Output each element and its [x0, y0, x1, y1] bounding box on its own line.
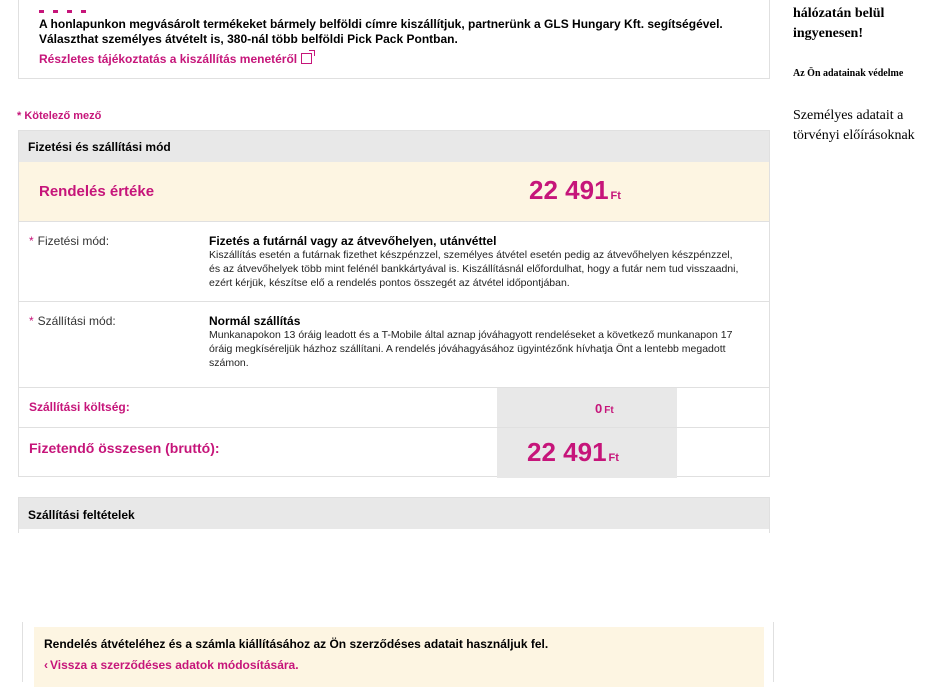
- payment-method-label: [29, 234, 109, 248]
- total-number: 22 491: [527, 437, 607, 467]
- order-value-label: Rendelés értéke: [39, 183, 155, 200]
- section-header: [19, 498, 769, 529]
- shipping-cost-label: Szállítási költség:: [29, 400, 130, 414]
- required-field-note: * Kötelező mező: [17, 110, 102, 122]
- section-title: Szállítási feltételek: [28, 508, 135, 522]
- dashed-accent: [39, 0, 99, 3]
- promo-text: [793, 4, 884, 44]
- privacy-title: Az Ön adatainak védelme: [793, 68, 904, 79]
- delivery-info-line-2: Választhat személyes átvételt is, 380-nál több belföldi Pick Pack Pontban.: [39, 32, 458, 46]
- external-link-icon[interactable]: [301, 53, 312, 64]
- currency-label: Ft: [604, 405, 614, 416]
- total-amount: [527, 437, 619, 468]
- order-value-number: 22 491: [529, 175, 609, 205]
- shipping-method-label: [29, 314, 116, 328]
- currency-label: Ft: [608, 452, 619, 464]
- payment-method-row: [19, 221, 769, 302]
- chevron-left-icon[interactable]: ‹: [44, 658, 48, 672]
- shipping-cost-cell: [497, 388, 677, 427]
- shipping-method-label-text: Szállítási mód:: [37, 314, 116, 328]
- required-star: *: [29, 314, 34, 328]
- privacy-line-1: Személyes adatait a: [793, 108, 904, 123]
- total-row: [19, 427, 769, 479]
- delivery-details-link-text[interactable]: Részletes tájékoztatás a kiszállítás menetéről: [39, 52, 298, 66]
- contract-data-text: Rendelés átvételéhez és a számla kiállításához az Ön szerződéses adatait használjuk fel.: [44, 637, 549, 651]
- privacy-text: [793, 106, 915, 146]
- contract-data-notice: [34, 627, 764, 687]
- currency-label: Ft: [610, 190, 621, 202]
- shipping-method-row: [19, 301, 769, 388]
- promo-line-1: hálózatán belül: [793, 6, 885, 21]
- delivery-info-box: [18, 0, 770, 79]
- payment-method-title: Fizetés a futárnál vagy az átvevőhelyen, utánvéttel: [209, 234, 497, 248]
- payment-method-label-text: Fizetési mód:: [37, 234, 110, 248]
- payment-shipping-section: [18, 130, 770, 477]
- shipping-conditions-section: [18, 497, 770, 533]
- privacy-line-2: törvényi előírásoknak: [793, 128, 915, 143]
- shipping-method-description: Munkanapokon 13 óráig leadott és a T-Mobile által aznap jóváhagyott rendeléseket a következő munkanapon 17 óráig megkíséreljük házhoz szállítani. A rendelés jóváhagyásához ügyintézőnk hívhatja Önt a lentebb megadott számon.: [209, 329, 733, 369]
- back-to-contract-link[interactable]: [44, 658, 299, 672]
- delivery-info-line-1: A honlapunkon megvásárolt termékeket bármely belföldi címre kiszállítjuk, partnerünk a GLS Hungary Kft. segítségével.: [39, 17, 723, 31]
- section-header: [19, 131, 769, 162]
- total-label: Fizetendő összesen (bruttó):: [29, 440, 220, 456]
- shipping-cost-amount: [595, 400, 614, 418]
- section-title: Fizetési és szállítási mód: [28, 140, 171, 154]
- shipping-method-title: Normál szállítás: [209, 314, 301, 328]
- payment-method-description: Kiszállítás esetén a futárnak fizethet készpénzzel, személyes átvétel esetén pedig az átvevőhelyen készpénzzel, és az átvevőhelyek több mint felénél bankkártyával is. Kiszállításnál előfordulhat, hogy a futár nem tud visszaadni, ezért kérjük, készítse elő a rendelés pontos összegét az átvétel időpontjában.: [209, 249, 739, 289]
- contract-data-box: [22, 622, 774, 682]
- back-to-contract-link-text[interactable]: Vissza a szerződéses adatok módosítására.: [50, 658, 299, 672]
- required-star: *: [29, 234, 34, 248]
- delivery-details-link[interactable]: [39, 52, 312, 67]
- order-value-amount: [529, 175, 621, 206]
- shipping-cost-number: 0: [595, 401, 603, 416]
- promo-line-2: ingyenesen!: [793, 26, 863, 41]
- total-cell: [497, 428, 677, 478]
- order-value-row: [19, 162, 769, 221]
- shipping-cost-row: [19, 387, 769, 428]
